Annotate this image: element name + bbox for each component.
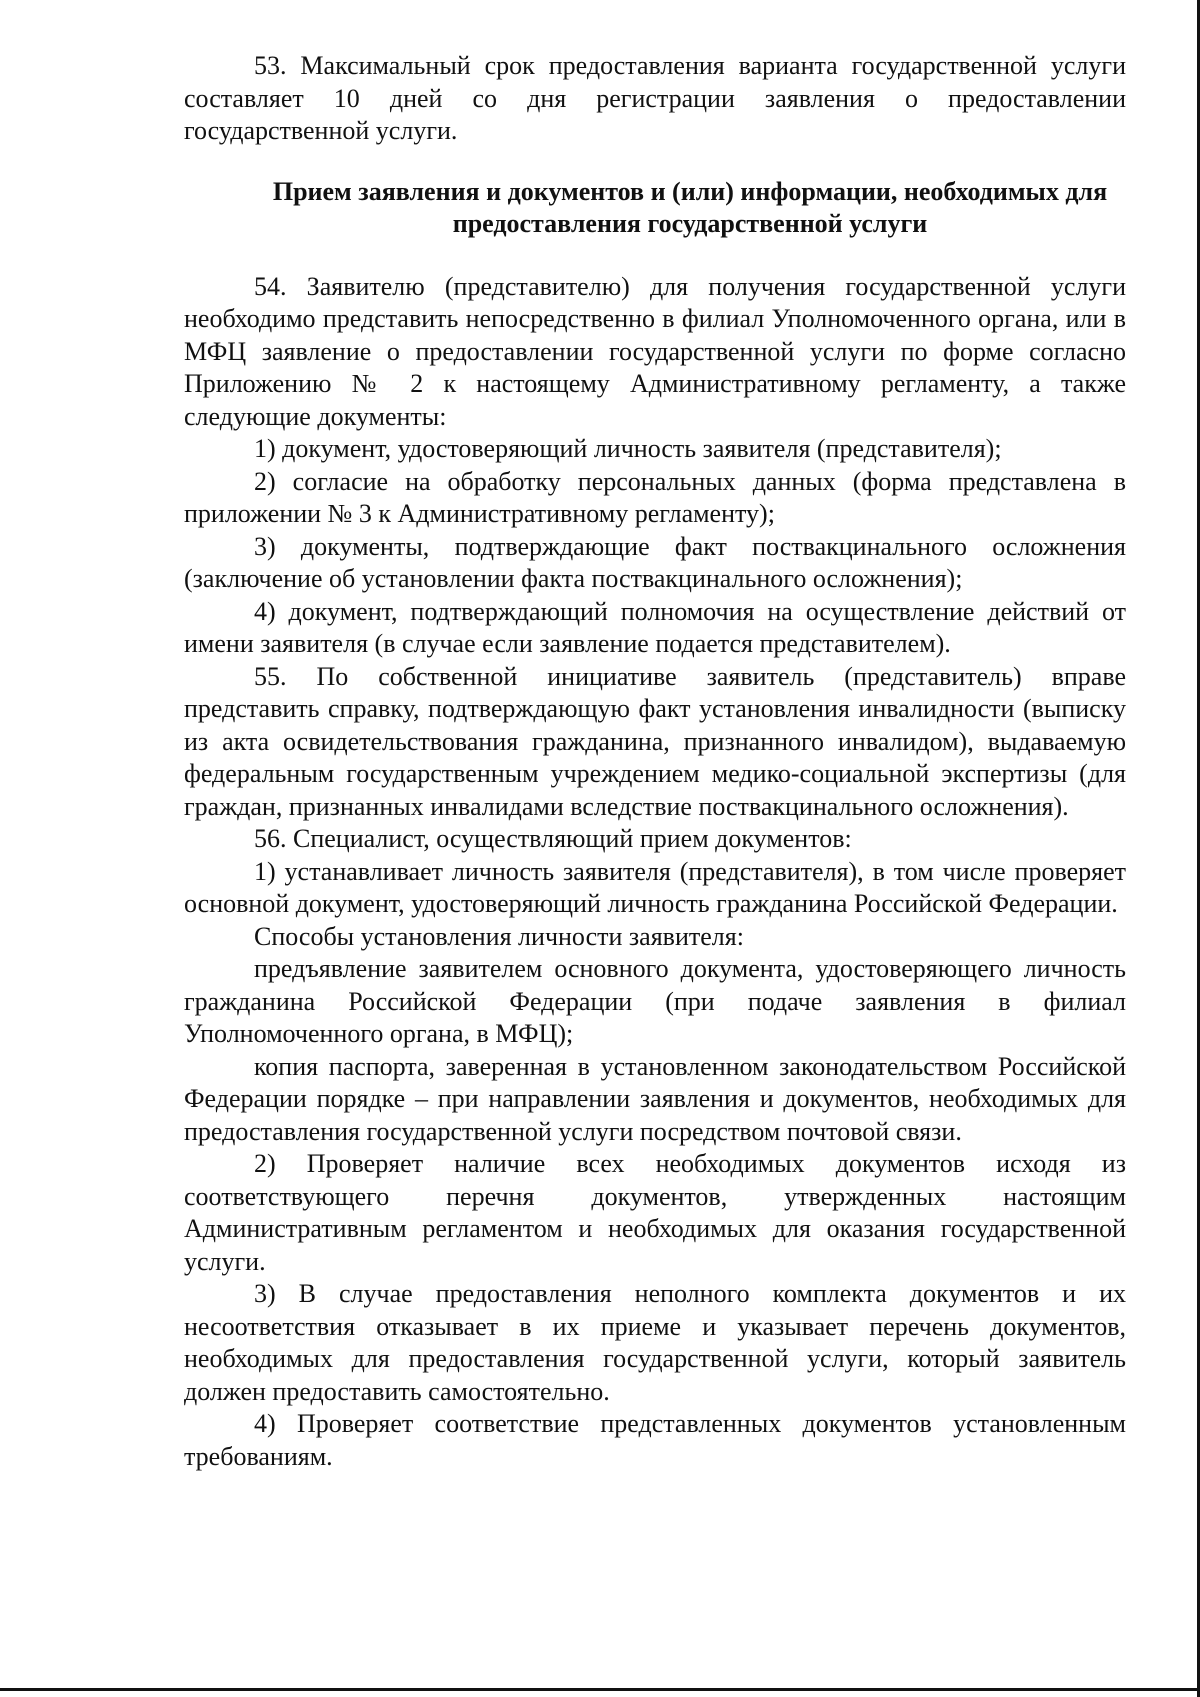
section-heading: Прием заявления и документов и (или) информации, необходимых для предоставления государственной услуги (272, 176, 1108, 238)
document-body (184, 50, 1126, 1473)
paragraph-56-item-1: 1) устанавливает личность заявителя (представителя), в том числе проверяет основной документ, удостоверяющий личность гражданина Российской Федерации. (184, 856, 1126, 918)
paragraph-55: 55. По собственной инициативе заявитель (представитель) вправе представить справку, подтверждающую факт установления инвалидности (выписку из акта освидетельствования гражданина, признанного инвалидом), выдаваемую федеральным государственным учреждением медико-социальной экспертизы (для граждан, признанных инвалидами вследствие поствакцинального осложнения). (184, 661, 1126, 821)
paragraph-56-item-2: 2) Проверяет наличие всех необходимых документов исходя из соответствующего перечня документов, утвержденных настоящим Административным регламентом и необходимых для оказания государственной услуги. (184, 1149, 1126, 1276)
paragraph-56-methods: Способы установления личности заявителя: (254, 921, 744, 951)
paragraph-56-method-1: предъявление заявителем основного документа, удостоверяющего личность гражданина Российской Федерации (при подаче заявления в филиал Уполномоченного органа, в МФЦ); (184, 954, 1126, 1048)
paragraph-54-item-4: 4) документ, подтверждающий полномочия на осуществление действий от имени заявителя (в случае если заявление подается представителем). (184, 596, 1126, 658)
paragraph-56: 56. Специалист, осуществляющий прием документов: (254, 824, 852, 853)
paragraph-56-item-4: 4) Проверяет соответствие представленных документов установленным требованиям. (184, 1409, 1126, 1471)
paragraph-56-item-3: 3) В случае предоставления неполного комплекта документов и их несоответствия отказывает в их приеме и указывает перечень документов, необходимых для предоставления государственной услуги, который заявитель должен предоставить самостоятельно. (184, 1279, 1126, 1406)
paragraph-54-item-1: 1) документ, удостоверяющий личность заявителя (представителя); (254, 434, 1002, 463)
paragraph-56-method-2: копия паспорта, заверенная в установленном законодательством Российской Федерации порядке – при направлении заявления и документов, необходимых для предоставления государственной услуги посредством почтовой связи. (184, 1051, 1126, 1146)
page-edge-bottom (0, 1688, 1200, 1691)
paragraph-54: 54. Заявителю (представителю) для получения государственной услуги необходимо представить непосредственно в филиал Уполномоченного органа, или в МФЦ заявление о предоставлении государственной услуги по форме согласно Приложению № 2 к настоящему Административному регламенту, а также следующие документы: (184, 271, 1126, 431)
paragraph-54-item-2: 2) согласие на обработку персональных данных (форма представлена в приложении № 3 к Административному регламенту); (184, 466, 1126, 528)
paragraph-53: 53. Максимальный срок предоставления варианта государственной услуги составляет 10 дней со дня регистрации заявления о предоставлении государственной услуги. (184, 51, 1126, 145)
paragraph-54-item-3: 3) документы, подтверждающие факт поствакцинального осложнения (заключение об установлении факта поствакцинального осложнения); (184, 531, 1126, 593)
